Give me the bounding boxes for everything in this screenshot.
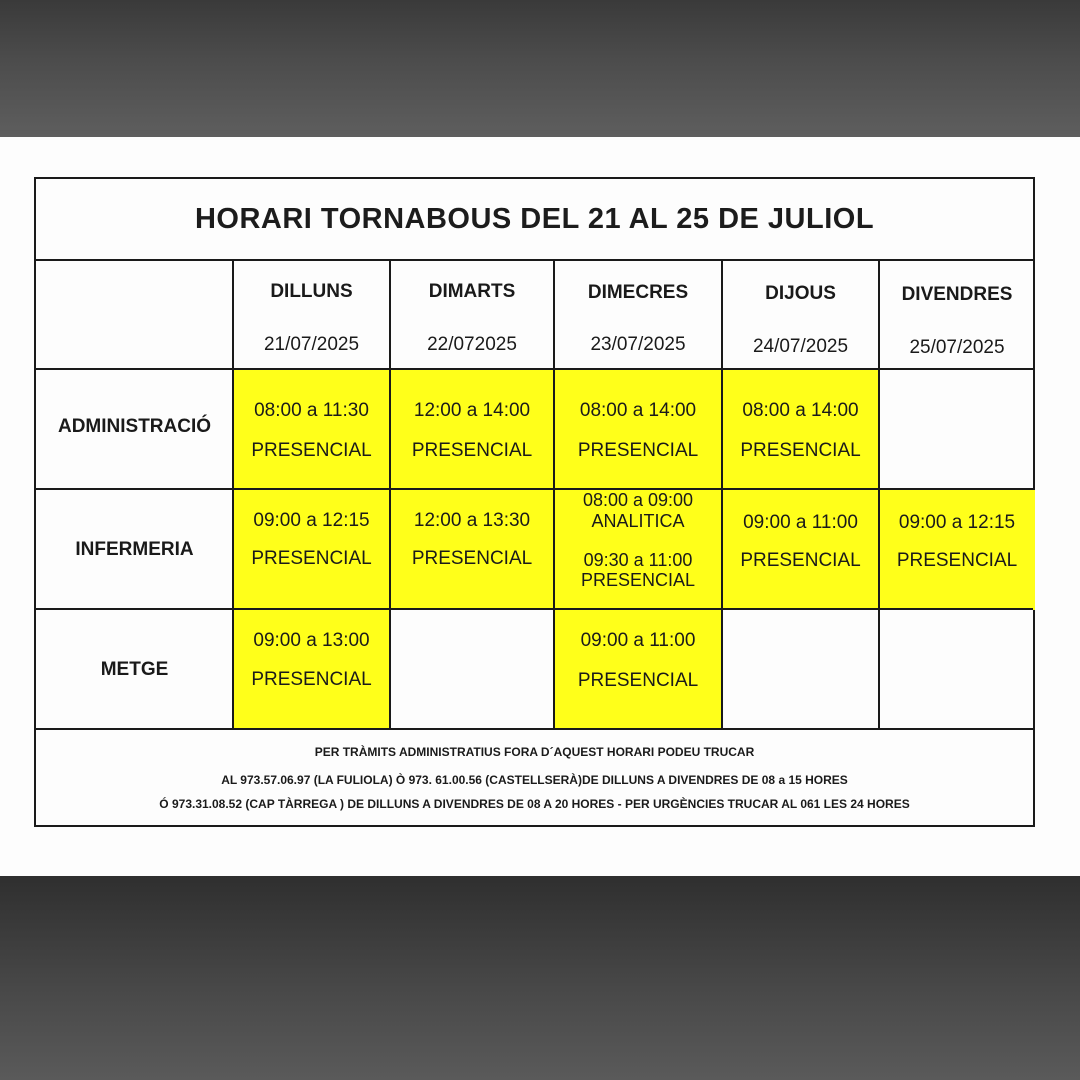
- row-label-metge: METGE: [100, 659, 169, 680]
- cell-mode-2: PRESENCIAL: [580, 570, 696, 590]
- cell-admin-wed: [554, 370, 722, 490]
- cell-mode: PRESENCIAL: [740, 440, 861, 461]
- grid-line: [721, 259, 723, 730]
- cell-time: 08:00 a 11:30: [254, 400, 369, 421]
- date-header-mon: 21/07/2025: [263, 334, 360, 355]
- cell-inf-tue: [390, 490, 554, 610]
- day-header-tue: DIMARTS: [428, 281, 516, 302]
- day-header-wed: DIMECRES: [587, 282, 689, 303]
- cell-metge-wed: [554, 610, 722, 730]
- grid-line: [36, 488, 1033, 490]
- grid-line: [36, 368, 1033, 370]
- date-header-thu: 24/07/2025: [752, 336, 849, 357]
- cell-time: 09:00 a 11:00: [580, 630, 696, 651]
- cell-time: 08:00 a 14:00: [579, 400, 697, 421]
- cell-mode: PRESENCIAL: [577, 670, 699, 691]
- grid-line: [878, 259, 880, 730]
- footer-line-2: AL 973.57.06.97 (LA FULIOLA) Ò 973. 61.00.56 (CASTELLSERÀ)DE DILLUNS A DIVENDRES DE 08 a 15 HORES: [221, 773, 848, 787]
- row-label-administracio: ADMINISTRACIÓ: [57, 416, 212, 437]
- grid-line: [36, 259, 1033, 261]
- cell-admin-thu: [722, 370, 879, 490]
- cell-metge-mon: [233, 610, 390, 730]
- cell-time: 12:00 a 14:00: [413, 400, 531, 421]
- cell-mode-1: ANALITICA: [591, 511, 685, 531]
- cell-time: 09:00 a 12:15: [253, 510, 370, 531]
- cell-time: 09:00 a 13:00: [253, 630, 370, 651]
- cell-mode: PRESENCIAL: [251, 548, 372, 569]
- schedule-table: [34, 177, 1035, 827]
- cell-admin-mon: [233, 370, 390, 490]
- grid-line: [36, 728, 1033, 730]
- cell-mode: PRESENCIAL: [411, 440, 533, 461]
- cell-mode: PRESENCIAL: [411, 548, 533, 569]
- day-header-fri: DIVENDRES: [901, 284, 1013, 305]
- cell-time-2: 09:30 a 11:00: [583, 550, 693, 570]
- cell-time: 09:00 a 12:15: [898, 512, 1016, 533]
- date-header-wed: 23/07/2025: [590, 334, 686, 355]
- cell-inf-fri: [879, 490, 1035, 610]
- date-header-fri: 25/07/2025: [909, 337, 1005, 358]
- footer-line-1: PER TRÀMITS ADMINISTRATIUS FORA D´AQUEST HORARI PODEU TRUCAR: [314, 745, 755, 759]
- day-header-mon: DILLUNS: [270, 281, 353, 302]
- cell-time: 12:00 a 13:30: [413, 510, 531, 531]
- cell-mode: PRESENCIAL: [577, 440, 699, 461]
- cell-time: 08:00 a 14:00: [742, 400, 859, 421]
- footer-line-3: Ó 973.31.08.52 (CAP TÀRREGA ) DE DILLUNS A DIVENDRES DE 08 A 20 HORES - PER URGÈNCIES TRUCAR AL 061 LES 24 HORES: [159, 797, 910, 811]
- date-header-tue: 22/072025: [427, 334, 517, 355]
- grid-line: [36, 608, 1033, 610]
- row-label-infermeria: INFERMERIA: [75, 539, 194, 560]
- cell-time-1: 08:00 a 09:00: [582, 490, 694, 510]
- grid-line: [553, 259, 555, 730]
- cell-mode: PRESENCIAL: [251, 669, 372, 690]
- cell-admin-tue: [390, 370, 554, 490]
- cell-inf-wed: [554, 490, 722, 610]
- cell-mode: PRESENCIAL: [896, 550, 1018, 571]
- day-header-thu: DIJOUS: [765, 283, 836, 304]
- cell-mode: PRESENCIAL: [740, 550, 861, 571]
- cell-inf-thu: [722, 490, 879, 610]
- bottom-background-band: [0, 876, 1080, 1080]
- cell-mode: PRESENCIAL: [251, 440, 372, 461]
- page-title: HORARI TORNABOUS DEL 21 AL 25 DE JULIOL: [194, 203, 875, 235]
- grid-line: [389, 259, 391, 730]
- cell-time: 09:00 a 11:00: [743, 512, 858, 533]
- cell-inf-mon: [233, 490, 390, 610]
